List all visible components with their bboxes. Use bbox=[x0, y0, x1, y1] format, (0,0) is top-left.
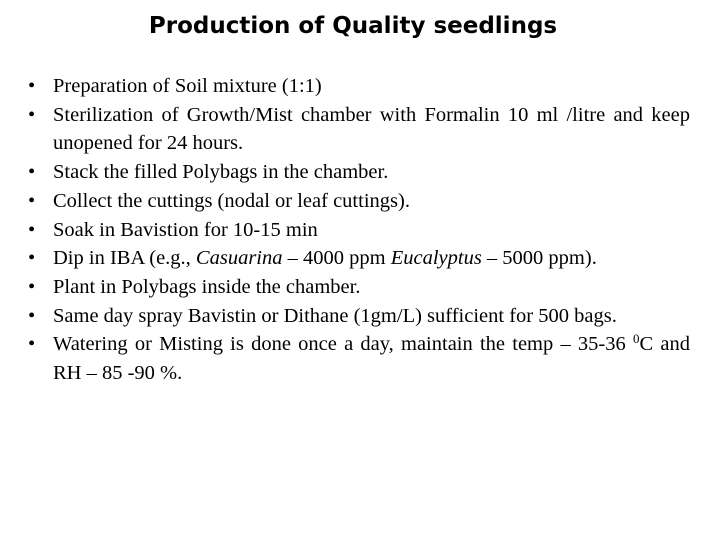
bullet-text-part: C and RH – 85 -90 %. bbox=[53, 333, 690, 385]
bullet-item-spray bbox=[28, 302, 690, 331]
bullet-dot-icon: • bbox=[28, 275, 36, 298]
bullet-dot-icon: • bbox=[28, 218, 36, 241]
bullet-item-watering bbox=[28, 330, 690, 387]
species-name-eucalyptus: Eucalyptus bbox=[390, 247, 482, 270]
bullet-dot-icon: • bbox=[28, 75, 36, 97]
bullet-text: Preparation of Soil mixture (1:1) bbox=[53, 75, 322, 97]
bullet-text: Collect the cuttings (nodal or leaf cuttings). bbox=[53, 189, 410, 212]
bullet-text-part: Watering or Misting is done once a day, maintain the temp – 35-36 bbox=[53, 333, 633, 356]
degree-superscript: 0 bbox=[633, 331, 640, 347]
bullet-item-soil-mixture bbox=[28, 72, 690, 101]
bullet-text: Stack the filled Polybags in the chamber. bbox=[53, 161, 389, 184]
bullet-item-stack-polybags bbox=[28, 158, 690, 187]
bullet-dot-icon: • bbox=[28, 161, 36, 184]
bullet-dot-icon: • bbox=[28, 304, 36, 327]
bullet-item-plant-polybags bbox=[28, 273, 690, 302]
bullet-item-collect-cuttings bbox=[28, 187, 690, 216]
bullet-text-part: Dip in IBA (e.g., bbox=[53, 247, 196, 270]
bullet-list bbox=[28, 72, 690, 388]
bullet-text: Same day spray Bavistin or Dithane (1gm/L) sufficient for 500 bags. bbox=[53, 304, 617, 327]
bullet-text: Soak in Bavistion for 10-15 min bbox=[53, 218, 318, 241]
species-name-casuarina: Casuarina bbox=[195, 247, 283, 270]
bullet-text: Plant in Polybags inside the chamber. bbox=[53, 275, 361, 298]
bullet-text: Sterilization of Growth/Mist chamber with Formalin 10 ml /litre and keep unopened for 24 hours. bbox=[53, 103, 690, 155]
slide-title: Production of Quality seedlings bbox=[148, 13, 558, 39]
bullet-dot-icon: • bbox=[28, 189, 36, 212]
bullet-dot-icon: • bbox=[28, 103, 36, 126]
bullet-dot-icon: • bbox=[28, 333, 36, 356]
bullet-item-dip-iba bbox=[28, 244, 690, 273]
bullet-text-part: – 4000 ppm bbox=[282, 247, 391, 270]
bullet-dot-icon: • bbox=[28, 247, 36, 270]
bullet-item-soak-bavistion bbox=[28, 216, 690, 245]
bullet-text-part: – 5000 ppm). bbox=[481, 247, 597, 270]
bullet-item-sterilization bbox=[28, 101, 690, 158]
